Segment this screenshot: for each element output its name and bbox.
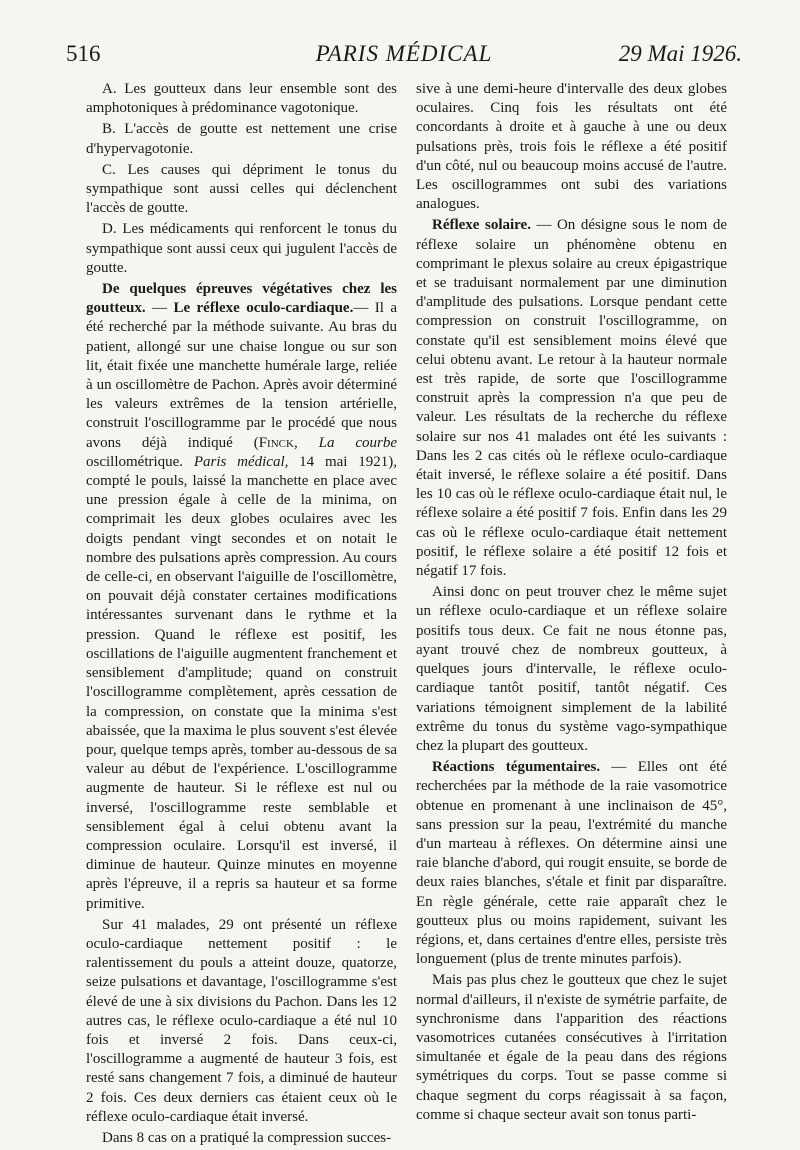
solar-reflex-paragraph <box>416 216 727 581</box>
method-text-2: , <box>293 434 319 451</box>
skin-reactions-heading: Réactions tégumentaires. <box>432 759 601 776</box>
results-paragraph: Sur 41 malades, 29 ont présenté un réflexe oculo-cardiaque nettement positif : le ralentissement du pouls a atteint douze, quatorze, seize pulsations et davantage, l'oscillogramme s'est élevé de une à six divisions du Pachon. Dans les 12 autres cas, le réflexe oculo-cardiaque a été nul 10 fois et inversé 2 fois. Dans ceux-ci, l'oscillogramme a augmenté de hauteur 3 fois, est resté sans changement 7 fois, a diminué de hauteur 2 fois. Ces deux derniers cas étaient ceux où le réflexe oculo-cardiaque était inversé. <box>86 916 397 1125</box>
page-number: 516 <box>66 41 101 66</box>
method-text-1: — Il a été recherché par la méthode suivante. Au bras du patient, allongé sur une chaise longue ou sur son lit, était fixée une manchette humérale large, reliée à un oscillomètre de Pachon. Après avoir déterminé les valeurs extrêmes de la tension artérielle, construit l'oscillogramme par le procédé que nous avons déjà indiqué ( <box>86 300 397 451</box>
conclusion-d: D. Les médicaments qui renforcent le tonus du sympathique sont aussi ceux qui jugulent l'accès de goutte. <box>86 221 397 276</box>
right-column <box>416 80 727 1127</box>
conclusion-b: B. L'accès de goutte est nettement une crise d'hypervagotonie. <box>86 121 397 157</box>
successive-compression-paragraph: Dans 8 cas on a pratiqué la compression succes- <box>102 1129 392 1146</box>
method-paragraph: De quelques épreuves végétatives chez les goutteux. — Le réflexe oculo-cardiaque.— Il a été recherché par la méthode suivante. Au bras du patient, allongé sur une chaise longue ou sur son lit, était fixée une manchette humérale large, reliée à un oscillomètre de Pachon. Après avoir déterminé les valeurs extrêmes de la tension artérielle, construit l'oscillogramme par le procédé que nous avons déjà indiqué (Finck, La courbe oscillométrique. Paris médical, 14 mai 1921), compté le pouls, laissé la manchette en place avec une pression égale à celle de la minima, on comprimait les deux globes oculaires avec les doigts pendant vingt secondes et on notait le nombre des pulsations après compression. Au cours de celle-ci, en observant l'aiguille de l'oscillomètre, on pouvait déjà constater certaines modifications intéressantes survenant dans le rythme et la pression. Quand le réflexe est positif, les oscillations de l'aiguille augmentent franchement et sensiblement d'amplitude; quand on construit l'oscillogramme complètement, après cessation de la compression, on constate que la minima s'est abaissée, que la maxima le plus souvent s'est élevée pour, quelque temps après, tomber au-dessous de sa valeur au début de l'expérience. L'oscillogramme augmente de hauteur. Si le réflexe est nul ou inversé, l'oscillogramme reste semblable et sensiblement égal à celui obtenu avant la compression oculaire. Lorsqu'il est inversé, il diminue de hauteur. Quinze minutes en moyenne après l'épreuve, il a repris sa hauteur et sa forme primitive. <box>86 281 398 912</box>
conclusion-paragraph: Ainsi donc on peut trouver chez le même sujet un réflexe oculo-cardiaque et un réflexe solaire positifs tous deux. Ce fait ne nous étonne pas, ayant trouvé chez de nombreux goutteux, à quelques jours d'intervalle, le réflexe oculo-cardiaque tantôt positif, tantôt négatif. Ces variations témoignent simplement de la labilité extrême du tonus du système vago-sympathique chez la plupart des goutteux. <box>416 584 727 754</box>
continued-paragraph: sive à une demi-heure d'intervalle des deux globes oculaires. Cinq fois les résultats ont été concordants à droite et à gauche à une ou deux pulsations près, trois fois le réflexe a été positif d'un côté, nul ou beaucoup moins accusé de l'autre. Les oscillogrammes ont subi des variations analogues. <box>416 81 727 213</box>
citation-author: Finck <box>258 434 294 451</box>
journal-title: PARIS MÉDICAL <box>315 41 493 66</box>
issue-date: 29 Mai 1926. <box>618 41 742 66</box>
citation-journal: Paris médical <box>193 453 285 470</box>
symmetry-paragraph: Mais pas plus chez le goutteux que chez le sujet normal d'ailleurs, il n'existe de symétrie parfaite, de synchronisme dans l'apparition des réactions vasomotrices cutanées consécutives à l'irritation simultanée et égale de la peau dans des régions symétriques du corps. Tout se passe comme si chaque segment du corps réagissait à sa façon, comme si chaque secteur avait son tonus parti- <box>416 972 727 1123</box>
citation-title: La courbe <box>318 434 398 451</box>
left-column <box>86 80 397 1150</box>
method-text-3: oscillométrique. <box>86 453 194 470</box>
page-header <box>66 40 742 72</box>
skin-reactions-text: — Elles ont été recherchées par la méthode de la raie vasomotrice obtenue en promenant à une inclinaison de 45°, sans pression sur la peau, l'extrémité du manche d'un marteau à réflexes. On détermine ainsi une raie blanche d'abord, qui rougit ensuite, se borde de deux raies blanches, s'étale et finit par disparaître. En règle générale, cette raie apparaît chez le goutteux plus ou moins rapidement, suivant les régions, et, dans certaines d'entre elles, persiste très longuement (plus de trente minutes parfois). <box>416 759 727 968</box>
subsection-heading: Le réflexe oculo-cardiaque. <box>173 300 354 317</box>
solar-reflex-text: — On désigne sous le nom de réflexe solaire un phénomène obtenu en comprimant le plexus solaire au creux épigastrique et se traduisant normalement par une diminution d'amplitude des pulsations. Lorsque pendant cette compression on construit l'oscillogramme, on constate qu'il est sensiblement moins élevé que celui obtenu avant. Le retour à la hauteur normale est très rapide, de sorte que l'oscillogramme construit après la compression n'a que peu de valeur. Les résultats de la recherche du réflexe solaire sur nos 41 malades ont été les suivants : Dans les 2 cas cités où le réflexe oculo-cardiaque était inversé, le réflexe solaire a été positif. Dans les 10 cas où le réflexe oculo-cardiaque était nul, le réflexe solaire a été positif 7 fois. Enfin dans les 29 cas où le réflexe oculo-cardiaque était nettement positif, le réflexe solaire a été positif 12 fois et négatif 17 fois. <box>416 217 727 580</box>
conclusion-a: A. Les goutteux dans leur ensemble sont des amphotoniques à prédominance vagotonique. <box>86 81 397 117</box>
solar-reflex-heading: Réflexe solaire. <box>432 217 531 234</box>
skin-reactions-paragraph <box>416 758 727 969</box>
method-text-4: , 14 mai 1921), compté le pouls, laissé la manchette en place avec une pression égale à celle de la minima, on comprimait les deux globes oculaires avec les doigts pendant vingt secondes et on notait le nombre des pulsations après compression. Au cours de celle-ci, en observant l'aiguille de l'oscillomètre, on pouvait déjà constater certaines modifications intéressantes survenant dans le rythme et la pression. Quand le réflexe est positif, les oscillations de l'aiguille augmentent franchement et sensiblement d'amplitude; quand on construit l'oscillogramme complètement, après cessation de la compression, on constate que la minima s'est abaissée, que la maxima le plus souvent s'est élevée pour, quelque temps après, tomber au-dessous de sa valeur au début de l'expérience. L'oscillogramme augmente de hauteur. Si le réflexe est nul ou inversé, l'oscillogramme reste semblable et sensiblement égal à celui obtenu avant la compression oculaire. Lorsqu'il est inversé, il diminue de hauteur. Quinze minutes en moyenne après l'épreuve, il a repris sa hauteur et sa forme primitive. <box>86 453 397 912</box>
conclusion-c: C. Les causes qui dépriment le tonus du sympathique sont aussi celles qui déclenchent l'accès de goutte. <box>86 161 397 217</box>
section-heading: De quelques épreuves végétatives chez les goutteux. <box>86 281 397 317</box>
